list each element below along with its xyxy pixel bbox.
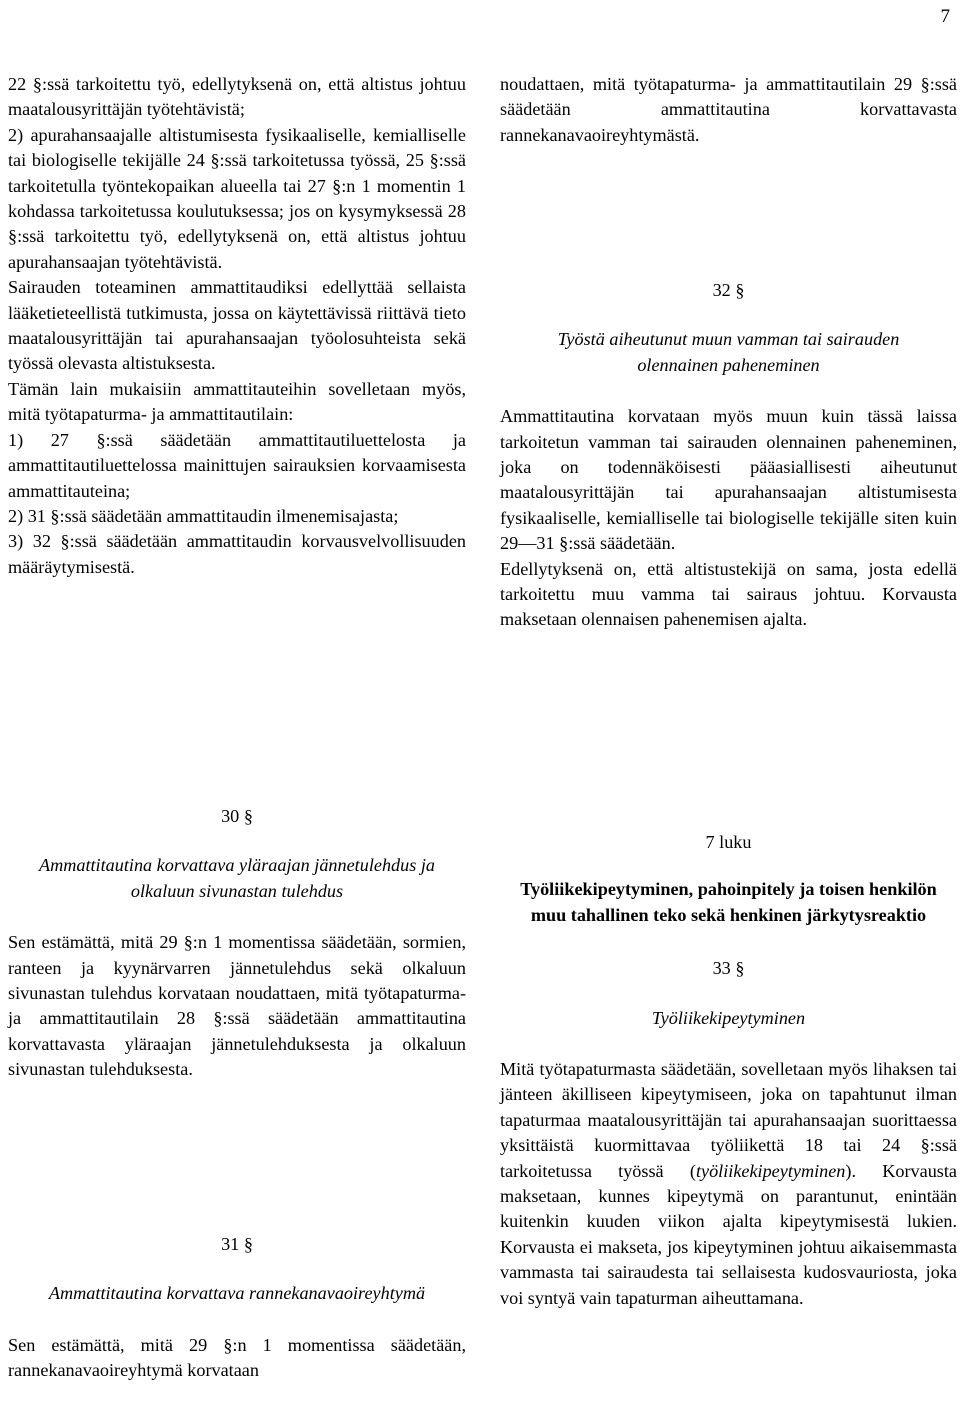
section-title: Ammattitautina korvattava yläraajan jännetulehdus ja olkaluun sivunastan tulehdus <box>38 855 436 901</box>
page-number: 7 <box>940 6 950 27</box>
paragraph: Sairauden toteaminen ammattitaudiksi edellyttää sellaista lääketieteellistä tutkimusta, jossa on käytettävissä riittävä tieto maatalousyrittäjän tai apurahansaajan työolosuhteista sekä työssä olevasta altistuksesta. <box>8 277 466 374</box>
section-title: Ammattitautina korvattava rannekanavaoireyhtymä <box>48 1283 426 1304</box>
list-item: 1) 27 §:ssä säädetään ammattitautiluettelosta ja ammattitautiluettelossa mainittujen sairauksien korvaamisesta ammattitauteina; <box>8 429 466 501</box>
section-number: 30 § <box>221 806 253 826</box>
section-number: 32 § <box>712 280 745 300</box>
chapter-number: 7 luku <box>705 832 752 852</box>
section-31 <box>8 1232 466 1384</box>
paragraph: Edellytyksenä on, että altistustekijä on sama, josta edellä tarkoitettu muu vamma tai sairaus johtuu. Korvausta maksetaan olennaisen pahenemisen ajalta. <box>500 558 957 630</box>
section-32 <box>500 278 957 633</box>
section-title: Työstä aiheutunut muun vamman tai sairauden olennainen paheneminen <box>557 329 900 375</box>
section-number: 33 § <box>712 958 745 979</box>
paragraph: Tämän lain mukaisiin ammattitauteihin sovelletaan myös, mitä työtapaturma- ja ammattitautilain: <box>8 378 466 425</box>
paragraph: Ammattitautina korvataan myös muun kuin tässä laissa tarkoitetun vamman tai sairauden olennainen paheneminen, joka on todennäköisesti pääasiallisesti aiheutunut maatalousyrittäjän tai apurahansaajan altistumisesta fysikaaliselle, kemialliselle tai biologiselle tekijälle siten kuin 29—31 §:ssä säädetään. <box>500 406 957 554</box>
list-item: 3) 32 §:ssä säädetään ammattitaudin korvausvelvollisuuden määräytymisestä. <box>8 531 466 577</box>
list-item: 2) apurahansaajalle altistumisesta fysikaaliselle, kemialliselle tai biologiselle tekijälle 24 §:ssä tarkoitetussa työssä, 25 §:ssä tarkoitetulla työntekopaikan alueella tai 27 §:n 1 momentin 1 kohdassa tarkoitetussa koulutuksessa; jos on kysymyksessä 28 §:ssä tarkoitettu työ, edellytyksenä on, että altistus johtuu apurahansaajan työtehtävistä. <box>8 124 466 272</box>
section-30 <box>8 804 466 1083</box>
top-right-column <box>500 72 957 148</box>
paragraph: noudattaen, mitä työtapaturma- ja ammattitautilain 29 §:ssä säädetään ammattitautina korvattavasta rannekanavaoireyhtymästä. <box>500 74 957 145</box>
defined-term: työliikekipeytyminen <box>695 1160 846 1181</box>
paragraph: 22 §:ssä tarkoitettu työ, edellytyksenä on, että altistus johtuu maatalousyrittäjän työtehtävistä; <box>8 74 466 120</box>
top-left-column <box>8 72 466 580</box>
section-title: Työliikekipeytyminen <box>651 1007 806 1028</box>
paragraph: Sen estämättä, mitä 29 §:n 1 momentissa säädetään, rannekanavaoireyhtymä korvataan <box>8 1334 466 1381</box>
chapter-title: Työliikekipeytyminen, pahoinpitely ja toisen henkilön muu tahallinen teko sekä henkinen järkytysreaktio <box>520 879 937 925</box>
paragraph: Sen estämättä, mitä 29 §:n 1 momentissa säädetään, sormien, ranteen ja kyynärvarren jännetulehdus sekä olkaluun sivunastan tulehdus korvataan noudattaen, mitä työtapaturma- ja ammattitautilain 28 §:ssä säädetään ammattitautina korvattavasta yläraajan jännetulehduksesta ja olkaluun sivunastan tulehduksesta. <box>8 932 466 1080</box>
chapter-7 <box>500 830 957 1311</box>
paragraph: Mitä työtapaturmasta säädetään, sovelletaan myös lihaksen tai jänteen äkilliseen kipeytymiseen, joka on tapahtunut ilman tapaturmaa maatalousyrittäjän tai apurahansaajan suorittaessa yksittäistä kuormittavaa työliikettä 18 tai 24 §:ssä tarkoitetussa työssä (työliikekipeytyminen). Korvausta maksetaan, kunnes kipeytymä on parantunut, enintään kuitenkin kuuden viikon ajalta kipeytymisestä lukien. Korvausta ei makseta, jos kipeytyminen johtuu aikaisemmasta vammasta tai sairaudesta tai sellaisesta kudosvauriosta, joka voi syntyä vain tapaturman aiheuttamana. <box>500 1059 957 1308</box>
list-item: 2) 31 §:ssä säädetään ammattitaudin ilmenemisajasta; <box>8 505 399 526</box>
section-number: 31 § <box>221 1234 253 1254</box>
